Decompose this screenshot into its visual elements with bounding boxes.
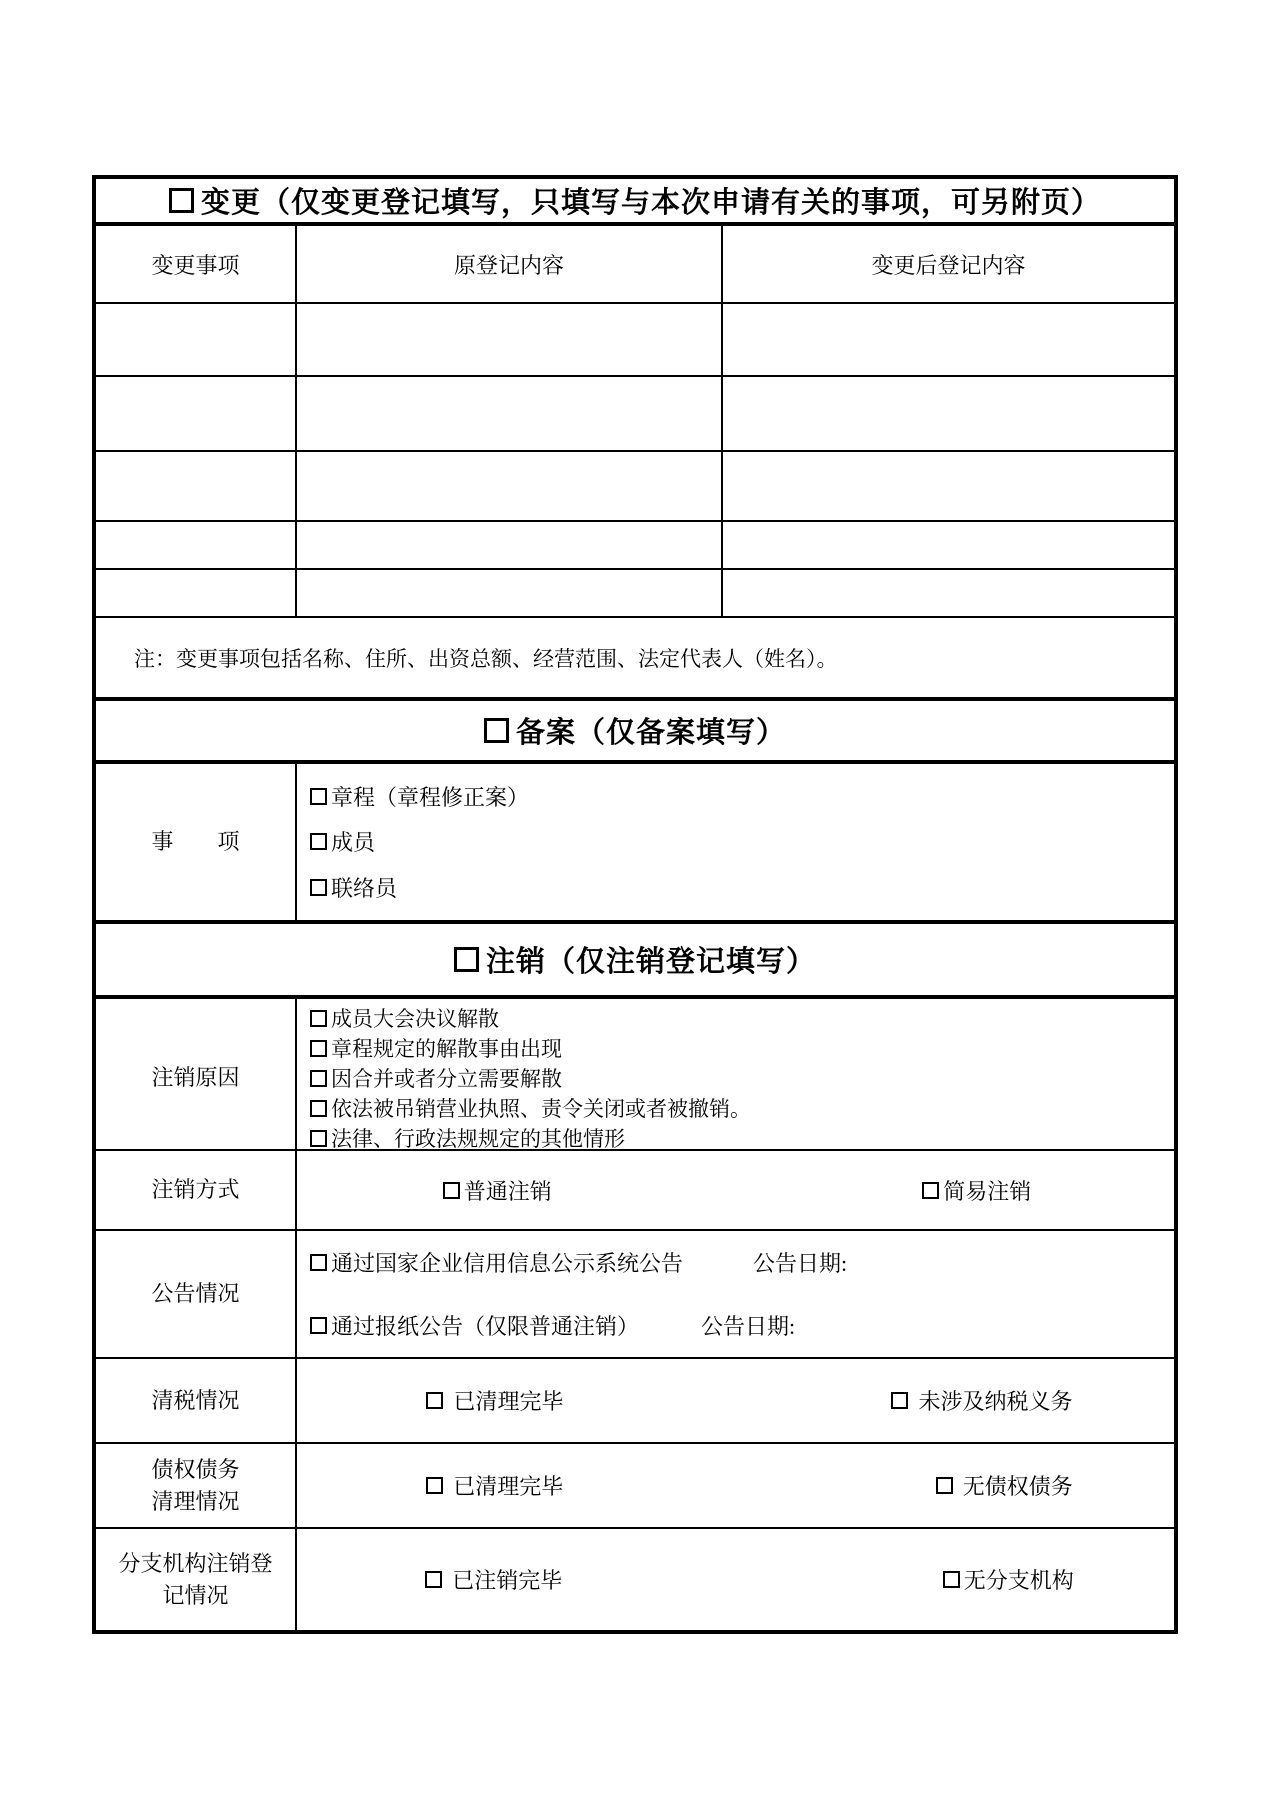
debt-option-label: 已清理完毕 [453, 1474, 564, 1499]
empty-cell [297, 304, 723, 375]
change-checkbox-icon[interactable] [169, 188, 194, 213]
debt-option-none [936, 1470, 1073, 1501]
change-table-row [96, 377, 1174, 452]
checkbox-icon[interactable] [426, 1477, 443, 1494]
tax-clearance-options-cell [297, 1359, 1174, 1442]
checkbox-icon[interactable] [943, 1571, 960, 1588]
branch-label-line1: 分支机构注销登 [118, 1550, 273, 1576]
column-header-changed-content: 变更后登记内容 [871, 252, 1026, 278]
checkbox-icon[interactable] [891, 1392, 908, 1409]
change-table-row [96, 452, 1174, 522]
empty-cell [96, 304, 297, 375]
tax-option-label: 未涉及纳税义务 [918, 1389, 1073, 1414]
checkbox-icon[interactable] [310, 1010, 327, 1027]
tax-option-label: 已清理完毕 [453, 1389, 564, 1414]
announcement-options-cell [297, 1231, 1174, 1357]
filing-section-title-row [96, 701, 1174, 764]
checkbox-icon[interactable] [310, 1100, 327, 1117]
empty-cell [96, 452, 297, 520]
empty-cell [96, 522, 297, 568]
checkbox-icon[interactable] [936, 1477, 953, 1494]
announcement-option-system [310, 1247, 1164, 1278]
checkbox-icon[interactable] [310, 1070, 327, 1087]
branch-option-none [943, 1564, 1074, 1595]
reason-option-label: 章程规定的解散事由出现 [331, 1037, 562, 1061]
checkbox-icon[interactable] [310, 1254, 327, 1271]
reason-option-label: 依法被吊销营业执照、责令关闭或者被撤销。 [331, 1097, 751, 1121]
checkbox-icon[interactable] [310, 833, 327, 850]
filing-option-liaison [310, 872, 1164, 903]
checkbox-icon[interactable] [310, 1317, 327, 1334]
filing-section-title: 备案（仅备案填写） [515, 717, 786, 749]
checkbox-icon[interactable] [443, 1182, 460, 1199]
reason-option-label: 成员大会决议解散 [331, 1007, 499, 1031]
change-table-header-row [96, 226, 1174, 304]
empty-cell [297, 522, 723, 568]
branch-cancellation-label [96, 1529, 297, 1630]
checkbox-icon[interactable] [310, 879, 327, 896]
branch-option-label: 无分支机构 [963, 1568, 1074, 1593]
column-header-change-item: 变更事项 [96, 226, 297, 302]
empty-cell [96, 377, 297, 450]
checkbox-icon[interactable] [922, 1182, 939, 1199]
debt-clearance-label [96, 1444, 297, 1527]
announcement-date-label: 公告日期: [753, 1251, 848, 1276]
checkbox-icon[interactable] [425, 1571, 442, 1588]
empty-cell [297, 570, 723, 616]
empty-cell [96, 570, 297, 616]
reason-option [310, 1033, 1164, 1063]
cancellation-reason-label: 注销原因 [96, 999, 297, 1157]
tax-clearance-row [96, 1359, 1174, 1444]
cancellation-checkbox-icon[interactable] [454, 947, 479, 972]
announcement-option-newspaper [310, 1310, 1164, 1341]
change-note-row [96, 618, 1174, 701]
branch-option-cancelled [425, 1564, 562, 1595]
checkbox-icon[interactable] [310, 1130, 327, 1147]
filing-option-members [310, 826, 1164, 857]
method-option-simple [922, 1175, 1031, 1206]
debt-label-line2: 清理情况 [151, 1488, 240, 1514]
cancellation-reason-row [96, 999, 1174, 1151]
cancellation-section-title-row [96, 924, 1174, 999]
empty-cell [723, 452, 1174, 520]
cancellation-reason-options-cell [297, 999, 1174, 1157]
empty-cell [297, 377, 723, 450]
column-header-original-content: 原登记内容 [297, 226, 723, 302]
method-option-normal [443, 1175, 552, 1206]
tax-option-cleared [426, 1385, 563, 1416]
filing-items-row [96, 764, 1174, 924]
filing-options-cell [297, 764, 1174, 920]
announcement-option-label: 通过报纸公告（仅限普通注销） [331, 1314, 640, 1339]
empty-cell [723, 570, 1174, 616]
change-table-row [96, 570, 1174, 618]
reason-option [310, 1093, 1164, 1123]
cancellation-method-options-cell [297, 1151, 1174, 1229]
filing-checkbox-icon[interactable] [484, 718, 509, 743]
registration-form-table [92, 175, 1178, 1634]
reason-option [310, 1123, 1164, 1153]
change-table-row [96, 522, 1174, 570]
debt-clearance-row [96, 1444, 1174, 1529]
change-section-title: 变更（仅变更登记填写，只填写与本次申请有关的事项，可另附页） [200, 187, 1101, 219]
cancellation-method-label: 注销方式 [96, 1151, 297, 1229]
reason-option [310, 1003, 1164, 1033]
filing-items-label: 事 项 [96, 764, 297, 920]
debt-label-line1: 债权债务 [151, 1456, 240, 1482]
change-table-row [96, 304, 1174, 377]
filing-option-label: 章程（章程修正案） [331, 785, 530, 811]
branch-cancellation-row [96, 1529, 1174, 1630]
filing-option-label: 成员 [331, 830, 376, 856]
reason-option [310, 1063, 1164, 1093]
change-note-text: 注：变更事项包括名称、住所、出资总额、经营范围、法定代表人（姓名）。 [134, 646, 838, 671]
checkbox-icon[interactable] [310, 1040, 327, 1057]
branch-options-cell [297, 1529, 1174, 1630]
filing-option-charter [310, 781, 1164, 812]
tax-option-none [891, 1385, 1072, 1416]
branch-option-label: 已注销完毕 [452, 1568, 563, 1593]
empty-cell [723, 304, 1174, 375]
reason-option-label: 因合并或者分立需要解散 [331, 1067, 562, 1091]
checkbox-icon[interactable] [426, 1392, 443, 1409]
announcement-option-label: 通过国家企业信用信息公示系统公告 [331, 1251, 684, 1276]
empty-cell [297, 452, 723, 520]
debt-clearance-options-cell [297, 1444, 1174, 1527]
announcement-date-label: 公告日期: [701, 1314, 796, 1339]
method-option-label: 简易注销 [943, 1178, 1032, 1204]
cancellation-section-title: 注销（仅注销登记填写） [485, 946, 816, 978]
reason-option-label: 法律、行政法规规定的其他情形 [331, 1127, 625, 1151]
announcement-label: 公告情况 [96, 1231, 297, 1357]
tax-clearance-label: 清税情况 [96, 1359, 297, 1442]
debt-option-cleared [426, 1470, 563, 1501]
empty-cell [723, 522, 1174, 568]
empty-cell [723, 377, 1174, 450]
filing-option-label: 联络员 [331, 875, 398, 901]
method-option-label: 普通注销 [463, 1178, 552, 1204]
branch-label-line2: 记情况 [162, 1582, 229, 1608]
cancellation-method-row [96, 1151, 1174, 1231]
checkbox-icon[interactable] [310, 788, 327, 805]
change-section-title-row [96, 179, 1174, 226]
debt-option-label: 无债权债务 [962, 1474, 1073, 1499]
announcement-row [96, 1231, 1174, 1359]
